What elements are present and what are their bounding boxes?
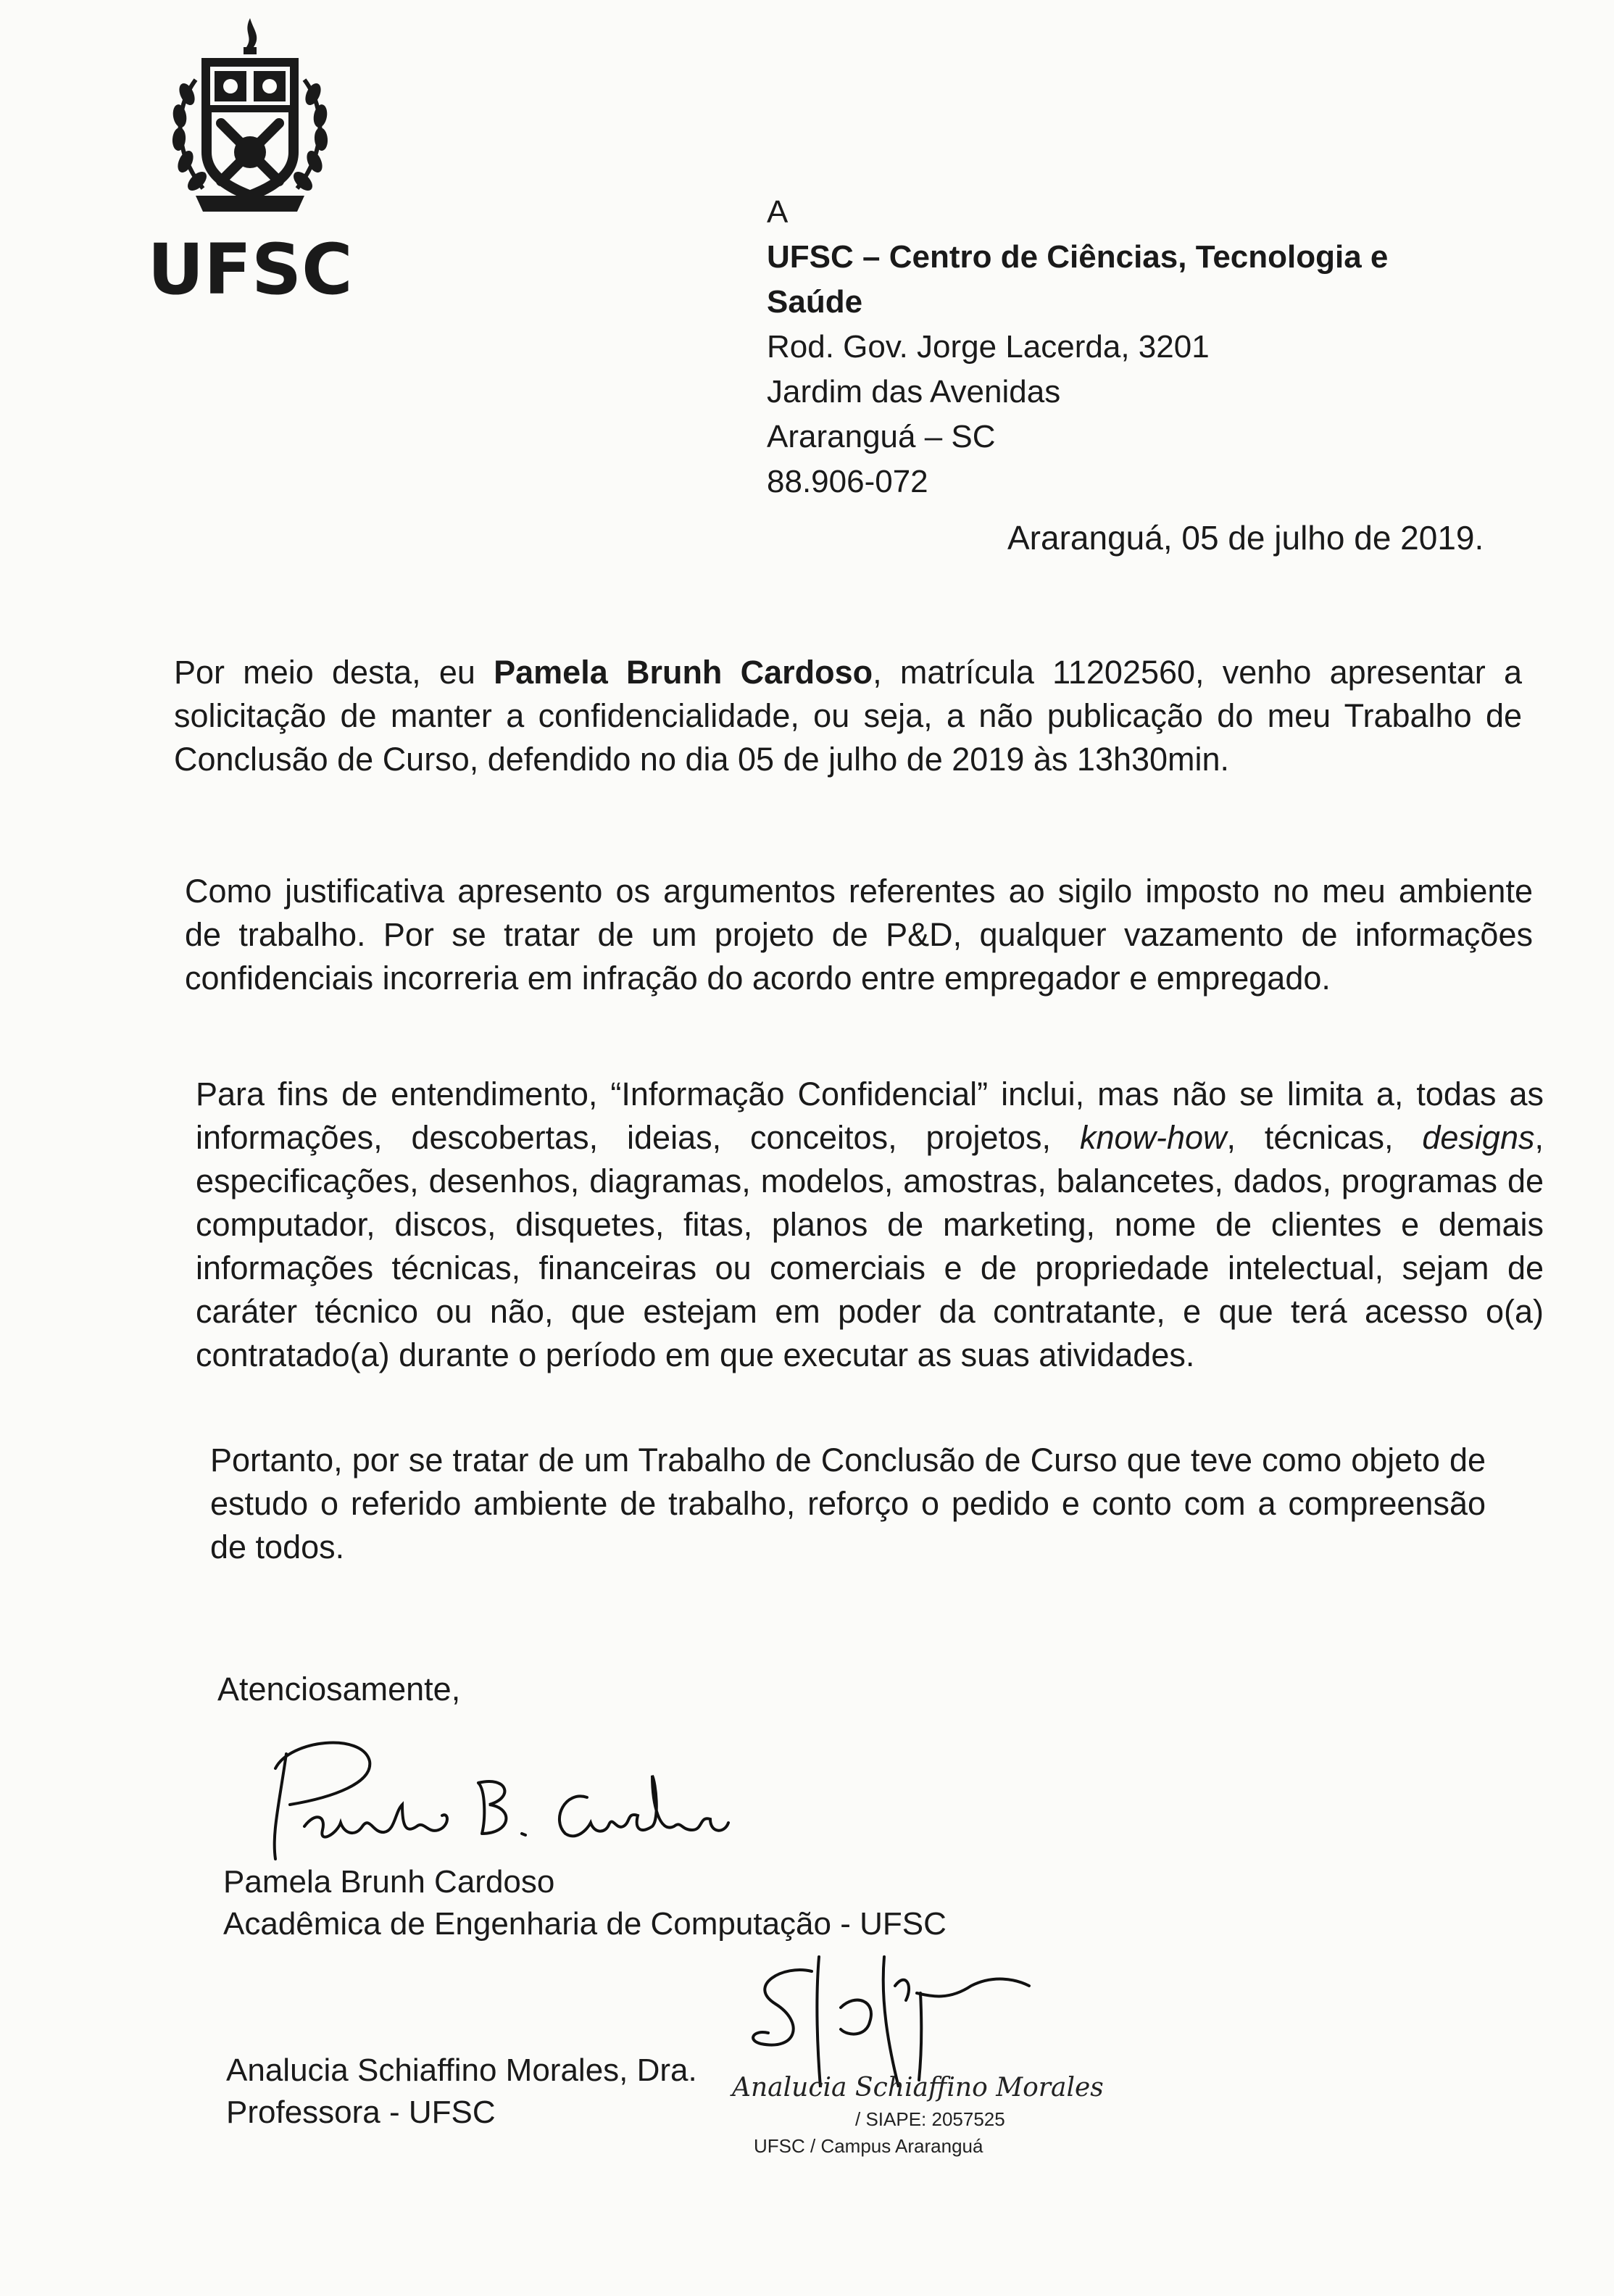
recipient-city: Araranguá – SC: [767, 419, 996, 454]
professor-signature-name: Analucia Schiaffino Morales, Dra.: [226, 2052, 697, 2088]
paragraph-conclusion: Portanto, por se tratar de um Trabalho de Conclusão de Curso que teve como objeto de estudo o referido ambiente de trabalho, reforço o pedido e conto com a compreensão de todos.: [210, 1442, 1486, 1565]
p3-em1: know-how: [1079, 1119, 1227, 1156]
professor-stamp: [732, 2073, 1104, 2158]
p1-post: , matrícula 11202560, venho apresentar a solicitação de manter a confidencialidade, ou seja, a não publicação do meu Trabalho de Conclusão de Curso, defendido no dia 05 de julho de 2019 às 13h30min.: [174, 654, 1522, 778]
recipient-zip: 88.906-072: [767, 464, 928, 499]
recipient-institution: UFSC – Centro de Ciências, Tecnologia e: [767, 239, 1389, 275]
stamp-name: Analucia Schiaffino Morales: [732, 2073, 1104, 2102]
professor-signature: [732, 1942, 1036, 2087]
logo-text: UFSC: [147, 229, 353, 304]
paragraph-definition: [196, 1073, 1544, 1377]
p1-pre: Por meio desta, eu: [174, 654, 494, 691]
closing-salutation: Atenciosamente,: [217, 1671, 461, 1708]
student-signature: [246, 1725, 739, 1877]
p3-c: , especificações, desenhos, diagramas, modelos, amostras, balancetes, dados, programas de computador, discos, disquetes, fitas, planos de marketing, nome de clientes e demais informações técnicas, financeiras ou comerciais e de propriedade intelectual, sejam de caráter técnico ou não, que estejam em poder da contratante, e que terá acesso o(a) contratado(a) durante o período em que executar as suas atividades.: [196, 1119, 1544, 1373]
recipient-address: [767, 190, 1492, 504]
stamp-siape: / SIAPE: 2057525: [855, 2108, 1005, 2130]
recipient-institution-cont: Saúde: [767, 284, 863, 320]
p3-b: , técnicas,: [1226, 1119, 1423, 1156]
p3-em2: designs: [1422, 1119, 1535, 1156]
recipient-prefix: A: [767, 194, 789, 230]
handwritten-signature-icon: [246, 1725, 739, 1877]
paragraph-justification: Como justificativa apresento os argumentos referentes ao sigilo imposto no meu ambiente de trabalho. Por se tratar de um projeto de P&D, qualquer vazamento de informações confidenciais incorreria em infração do acordo entre empregador e empregado.: [185, 873, 1533, 997]
professor-signature-role: Professora - UFSC: [226, 2095, 496, 2130]
paragraph-request: [174, 651, 1522, 781]
handwritten-signature-icon: [732, 1942, 1036, 2087]
stamp-campus: UFSC / Campus Araranguá: [754, 2135, 983, 2157]
ufsc-coat-of-arms-icon: [145, 14, 355, 304]
professor-signature-block: [226, 2050, 697, 2134]
ufsc-logo: [145, 14, 355, 304]
student-signature-name: Pamela Brunh Cardoso: [223, 1864, 555, 1900]
recipient-district: Jardim das Avenidas: [767, 374, 1061, 409]
p3-a: Para fins de entendimento, “Informação Confidencial” inclui, mas não se limita a, todas as informações, descobertas, ideias, conceitos, projetos,: [196, 1076, 1544, 1156]
student-signature-block: [223, 1861, 947, 1945]
student-signature-role: Acadêmica de Engenharia de Computação - UFSC: [223, 1906, 947, 1942]
recipient-street: Rod. Gov. Jorge Lacerda, 3201: [767, 329, 1210, 365]
student-name: Pamela Brunh Cardoso: [494, 654, 873, 691]
letter-date: Araranguá, 05 de julho de 2019.: [1007, 519, 1484, 557]
